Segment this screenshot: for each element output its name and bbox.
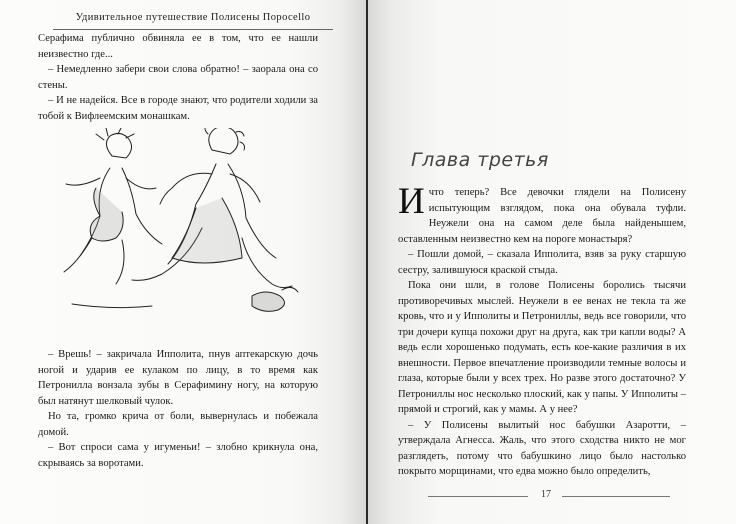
paragraph: Пока они шли, в голове Полисены боролись тысячи противоречивых мыслей. Неужели в ее венах не текла та же кровь, что и у Ипполиты и Петрониллы, ведь все говорили, что три дочери купца похожи друг на друга, как три капли воды? А ведь если хорошенько подумать, есть кое-какие различия в их внешности. Первое впечатление производили темные волосы и глаза, которые были у всех трех. Но разве этого достаточно? У Петрониллы нос несколько плоский, как у папы. У Ипполиты – прямой и строгий, как у мамы. А у нее? bbox=[398, 280, 686, 415]
drop-cap: И bbox=[398, 181, 425, 222]
left-bottom-text bbox=[38, 347, 318, 471]
paragraph: – Немедленно забери свои слова обратно! – заорала она со стены. bbox=[38, 64, 318, 91]
folio-rule-right bbox=[562, 496, 670, 497]
paragraph-with-drop-cap bbox=[398, 181, 686, 247]
folio-rule-left bbox=[428, 496, 528, 497]
running-head-rule bbox=[53, 29, 333, 30]
girls-fighting-illustration bbox=[52, 128, 332, 328]
chapter-title: Глава третья bbox=[411, 149, 549, 171]
paragraph: Серафима публично обвиняла ее в том, что ее нашли неизвестно где... bbox=[38, 33, 318, 60]
running-head: Удивительное путешествие Полисены Поросello bbox=[75, 12, 311, 23]
paragraph: – Пошли домой, – сказала Ипполита, взяв за руку старшую сестру, залившуюся краской стыда. bbox=[398, 249, 686, 276]
paragraph: – Вот спроси сама у игуменьи! – злобно крикнула она, скрываясь за воротами. bbox=[38, 442, 318, 469]
paragraph-text: что теперь? Все девочки глядели на Полисену испытующим взглядом, пока она обувала туфли. Неужели она на самом деле была найденышем, оставленным неизвестно кем на пороге монастыря? bbox=[398, 187, 686, 245]
paragraph: Но та, громко крича от боли, вывернулась и побежала домой. bbox=[38, 411, 318, 438]
right-text bbox=[398, 181, 686, 480]
paragraph: – И не надейся. Все в городе знают, что родители ходили за тобой к Вифлеемским монашкам. bbox=[38, 95, 318, 122]
paragraph: – Врешь! – закричала Ипполита, пнув аптекарскую дочь ногой и ударив ее кулаком по лицу, в то время как Петронилла вонзала зубы в Серафимину ногу, на которую был натянут шелковый чулок. bbox=[38, 349, 318, 407]
left-page bbox=[0, 0, 366, 524]
paragraph: – У Полисены вылитый нос бабушки Азаротти, – утверждала Агнесса. Жаль, что этого сходства никто не мог разглядеть, потому что бабушкино лицо было настолько покрыто морщинами, что едва можно было определить, bbox=[398, 419, 686, 477]
left-top-text bbox=[38, 31, 318, 124]
page-number: 17 bbox=[541, 489, 551, 500]
